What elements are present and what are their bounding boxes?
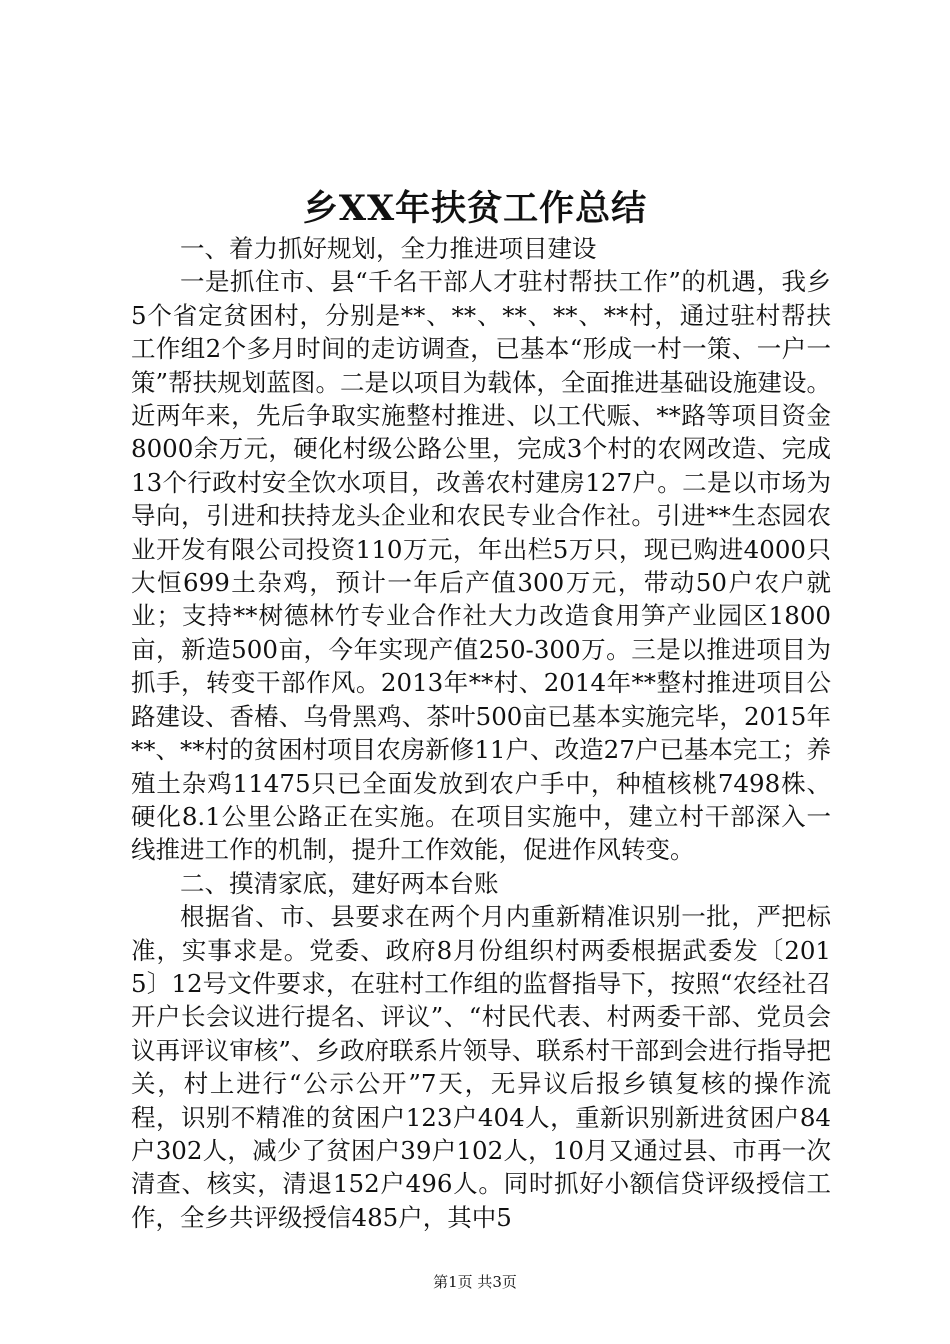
section-1 — [131, 232, 831, 867]
section-2 — [131, 867, 831, 1234]
document-title: 乡XX年扶贫工作总结 — [302, 188, 648, 229]
section-heading: 二、摸清家底，建好两本台账 — [180, 868, 499, 898]
document-body — [131, 232, 831, 1234]
body-paragraph: 根据省、市、县要求在两个月内重新精准识别一批，严把标准，实事求是。党委、政府8月份组织村两委根据武委发〔2015〕12号文件要求，在驻村工作组的监督指导下，按照“农经社召开户长会议进行提名、评议”、“村民代表、村两委干部、党员会议再评议审核”、乡政府联系片领导、联系村干部到会进行指导把关，村上进行“公示公开”7天，无异议后报乡镇复核的操作流程，识别不精准的贫困户123户404人，重新识别新进贫困户84户302人，减少了贫困户39户102人，10月又通过县、市再一次清查、核实，清退152户496人。同时抓好小额信贷评级授信工作，全乡共评级授信485户，其中5 — [131, 902, 831, 1232]
section-heading: 一、着力抓好规划，全力推进项目建设 — [180, 234, 597, 263]
body-paragraph: 一是抓住市、县“千名干部人才驻村帮扶工作”的机遇，我乡5个省定贫困村，分别是**、**、**、**、**村，通过驻村帮扶工作组2个多月时间的走访调查，已基本“形成一村一策、一户一策”帮扶规划蓝图。二是以项目为载体，全面推进基础设施建设。近两年来，先后争取实施整村推进、以工代赈、**路等项目资金8000余万元，硬化村级公路公里，完成3个村的农网改造、完成13个行政村安全饮水项目，改善农村建房127户。二是以市场为导向，引进和扶持龙头企业和农民专业合作社。引进**生态园农业开发有限公司投资110万元，年出栏5万只，现已购进4000只大恒699土杂鸡，预计一年后产值300万元，带动50户农户就业；支持**树德林竹专业合作社大力改造食用笋产业园区1800亩，新造500亩，今年实现产值250-300万。三是以推进项目为抓手，转变干部作风。2013年**村、2014年**整村推进项目公路建设、香椿、乌骨黑鸡、茶叶500亩已基本实施完毕，2015年**、**村的贫困村项目农房新修11户、改造27户已基本完工；养殖土杂鸡11475只已全面发放到农户手中，种植核桃7498株、硬化8.1公里公路正在实施。在项目实施中，建立村干部深入一线推进工作的机制，提升工作效能，促进作风转变。 — [131, 267, 831, 865]
page-footer: 第1页 共3页 — [433, 1273, 517, 1291]
